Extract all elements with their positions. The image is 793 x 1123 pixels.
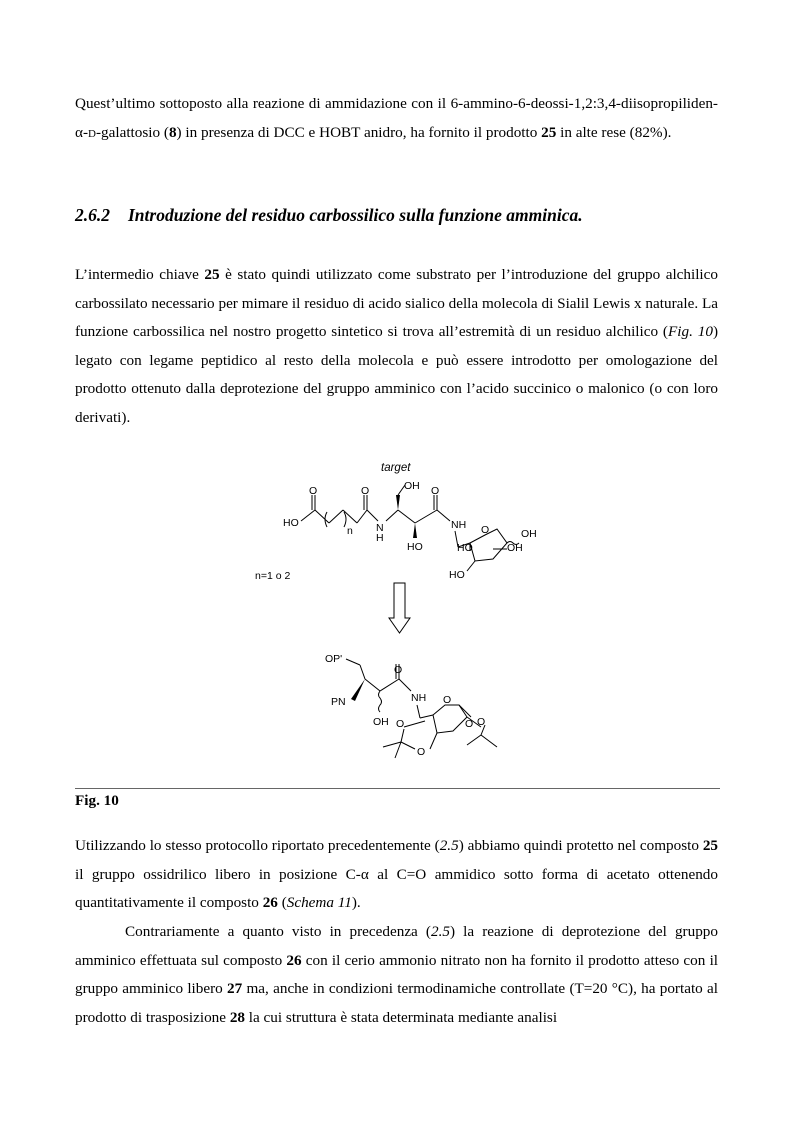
svg-text:O: O (477, 716, 486, 728)
paragraph-intermediate: L’intermedio chiave 25 è stato quindi utilizzato come substrato per l’introduzione del gruppo alchilico carbossilato necessario per mimare il residuo di acido sialico della molecola di Sialil Lewis x naturale. La funzione carbossilica nel nostro progetto sintetico si trova all’estremità di un residuo alchilico (Fig. 10) legato con legame peptidico al resto della molecola e può essere introdotto per omologazione del prodotto ottenuto dalla deprotezione del gruppo amminico con l’acido succinico o malonico (o con loro derivati). (75, 266, 718, 426)
chemical-structure-diagram (245, 455, 545, 775)
target-label: target (381, 462, 411, 474)
svg-text:PN: PN (331, 696, 346, 708)
paragraph-deprotection: Contrariamente a quanto visto in precedenza (2.5) la reazione di deprotezione del gruppo amminico effettuata sul composto 26 con il cerio ammonio nitrato non ha fornito il prodotto atteso con il gruppo amminico libero 27 ma, anche in condizioni termodinamiche controllate (T=20 °C), ha portato al prodotto di trasposizione 28 la cui struttura è stata determinata mediante analisi (75, 923, 719, 1026)
svg-text:n: n (347, 525, 353, 537)
svg-text:O: O (465, 718, 474, 730)
svg-text:O: O (394, 664, 403, 676)
svg-text:O: O (443, 694, 452, 706)
n-range-label: n=1 o 2 (255, 570, 291, 582)
section-number: 2.6.2 (75, 205, 110, 225)
svg-text:O: O (361, 485, 370, 497)
svg-text:HO: HO (449, 569, 465, 581)
figure-10-structures (245, 455, 545, 775)
svg-text:OH: OH (507, 542, 523, 554)
svg-text:O: O (417, 746, 426, 758)
svg-text:OH: OH (521, 528, 537, 540)
svg-text:H: H (376, 532, 384, 544)
figure-caption: Fig. 10 (75, 792, 119, 809)
svg-text:O: O (396, 718, 405, 730)
svg-text:NH: NH (411, 692, 427, 704)
retrosynthesis-arrow (389, 583, 410, 633)
section-title: Introduzione del residuo carbossilico sulla funzione amminica. (128, 205, 583, 225)
section-heading (75, 205, 583, 226)
svg-text:O: O (481, 524, 490, 536)
svg-text:O: O (431, 485, 440, 497)
svg-text:HO: HO (283, 517, 299, 529)
svg-text:HO: HO (407, 541, 423, 553)
paragraph-amidation: Quest’ultimo sottoposto alla reazione di ammidazione con il 6-ammino-6-deossi-1,2:3,4-diisopropiliden-α-D-galattosio (8) in presenza di DCC e HOBT anidro, ha fornito il prodotto 25 in alte rese (82%). (75, 95, 718, 141)
svg-text:OP': OP' (325, 653, 343, 665)
svg-text:N: N (376, 522, 384, 534)
figure-divider (75, 788, 720, 789)
svg-text:O: O (309, 485, 318, 497)
paragraph-protection: Utilizzando lo stesso protocollo riportato precedentemente (2.5) abbiamo quindi protetto nel composto 25 il gruppo ossidrilico libero in posizione C-α al C=O ammidico sotto forma di acetato ottenendo quantitativamente il composto 26 (Schema 11). (75, 837, 718, 911)
svg-text:NH: NH (451, 519, 467, 531)
svg-text:HO: HO (457, 542, 473, 554)
svg-text:OH: OH (404, 480, 420, 492)
svg-text:OH: OH (373, 716, 389, 728)
